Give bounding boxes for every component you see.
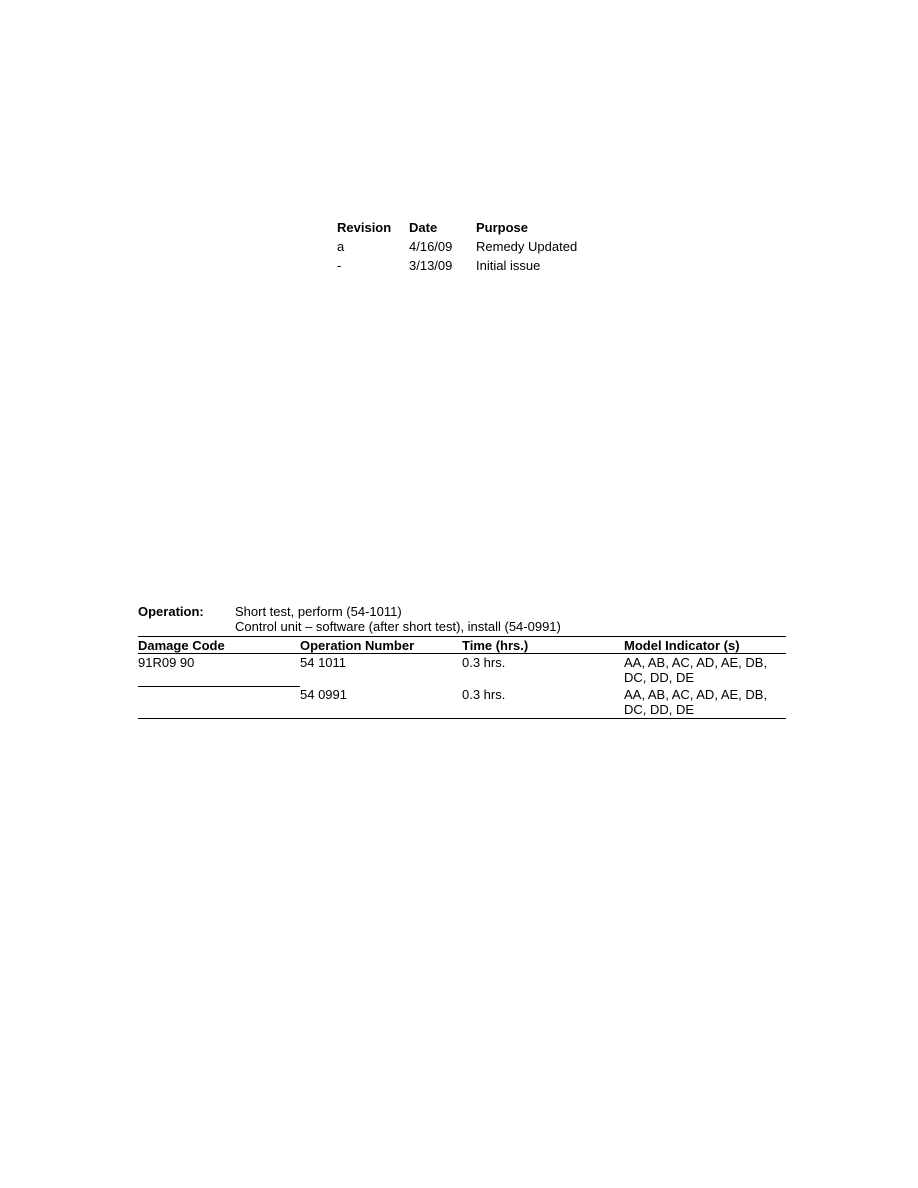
revision-header-revision: Revision bbox=[337, 220, 392, 235]
revision-cell-revision: - bbox=[337, 258, 342, 273]
cell-damage-code bbox=[138, 686, 300, 719]
revision-row bbox=[337, 237, 616, 256]
revision-cell-date: 3/13/09 bbox=[409, 258, 453, 273]
table-row bbox=[138, 654, 786, 687]
revision-header-purpose: Purpose bbox=[476, 220, 529, 235]
operation-heading bbox=[138, 604, 786, 634]
revision-cell-purpose: Remedy Updated bbox=[476, 239, 578, 254]
model-indicator-line: AA, AB, AC, AD, AE, DB, bbox=[624, 687, 768, 702]
operation-section bbox=[138, 604, 786, 719]
cell-time: 0.3 hrs. bbox=[462, 686, 624, 719]
model-indicator-line: DC, DD, DE bbox=[624, 670, 695, 685]
cell-model-indicator bbox=[624, 654, 786, 687]
operations-header-row bbox=[138, 637, 786, 654]
revision-cell-date: 4/16/09 bbox=[409, 239, 453, 254]
revision-table bbox=[337, 218, 616, 275]
operations-table bbox=[138, 636, 786, 719]
revision-cell-purpose: Initial issue bbox=[476, 258, 541, 273]
header-damage-code: Damage Code bbox=[138, 638, 225, 653]
revision-cell-revision: a bbox=[337, 239, 345, 254]
header-operation-number: Operation Number bbox=[300, 638, 415, 653]
cell-operation-number: 54 0991 bbox=[300, 686, 462, 719]
model-indicator-line: DC, DD, DE bbox=[624, 702, 695, 717]
cell-time: 0.3 hrs. bbox=[462, 655, 506, 670]
header-model-indicator: Model Indicator (s) bbox=[624, 638, 740, 653]
operation-description bbox=[235, 604, 561, 634]
cell-model-indicator bbox=[624, 686, 786, 719]
operation-line: Short test, perform (54-1011) bbox=[235, 604, 402, 619]
model-indicator-line: AA, AB, AC, AD, AE, DB, bbox=[624, 655, 768, 670]
header-time: Time (hrs.) bbox=[462, 638, 529, 653]
operation-label: Operation: bbox=[138, 604, 204, 619]
revision-header-row bbox=[337, 218, 616, 237]
revision-row bbox=[337, 256, 616, 275]
table-row bbox=[138, 686, 786, 719]
cell-operation-number: 54 1011 bbox=[300, 655, 347, 670]
revision-header-date: Date bbox=[409, 220, 438, 235]
cell-damage-code: 91R09 90 bbox=[138, 654, 300, 687]
operation-line: Control unit – software (after short test), install (54-0991) bbox=[235, 619, 561, 634]
